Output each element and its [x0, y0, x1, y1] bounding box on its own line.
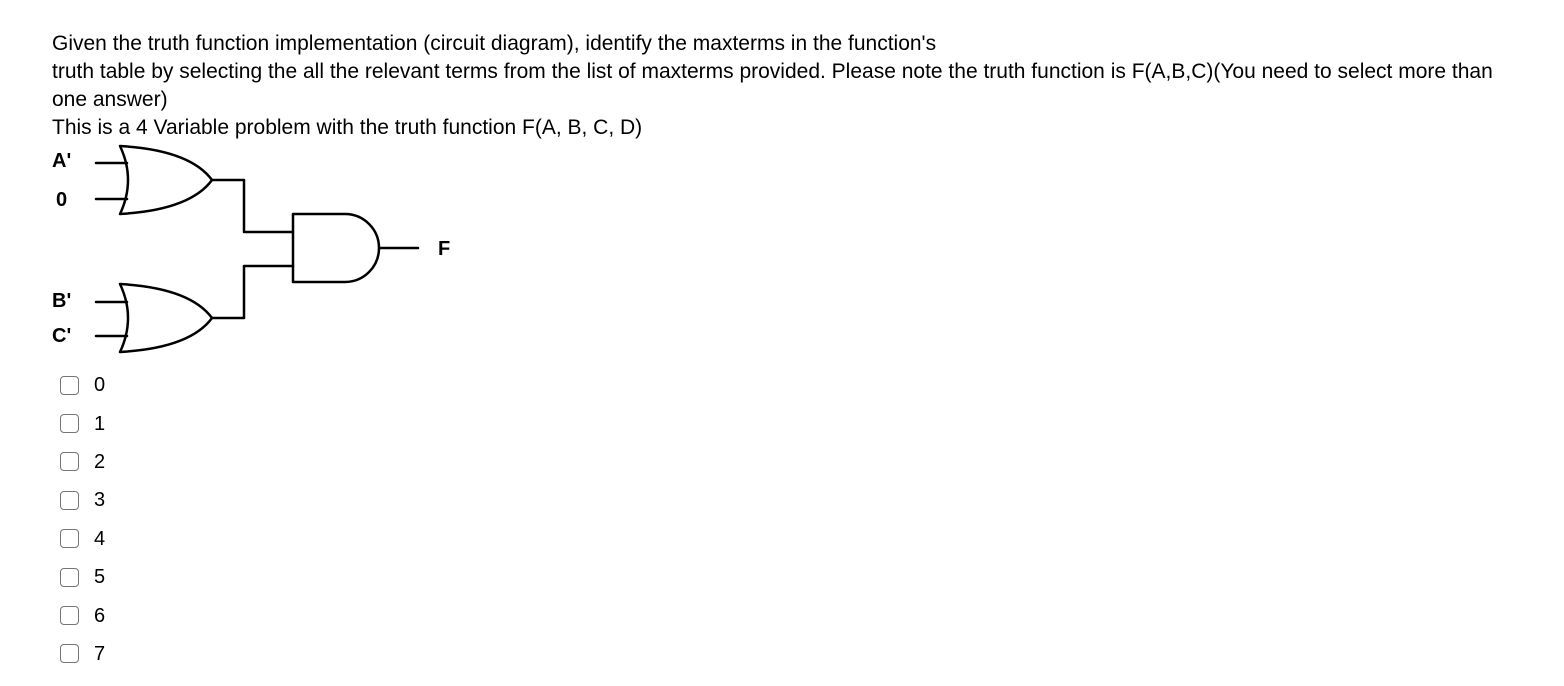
input-label-a-prime: A' — [52, 150, 72, 172]
option-4-checkbox[interactable] — [60, 529, 79, 548]
question-text — [52, 30, 1522, 142]
option-1-label: 1 — [94, 412, 106, 435]
input-label-c-prime: C' — [52, 325, 72, 347]
input-label-zero: 0 — [56, 189, 68, 211]
option-5[interactable] — [60, 558, 105, 596]
option-5-label: 5 — [94, 566, 106, 589]
and-gate — [293, 214, 379, 282]
question-line-3: This is a 4 Variable problem with the truth function F(A, B, C, D) — [52, 116, 643, 139]
option-0[interactable] — [60, 366, 105, 404]
option-0-checkbox[interactable] — [60, 376, 79, 395]
option-7-label: 7 — [94, 642, 106, 665]
or-gate-top — [120, 146, 212, 214]
wire-bottom-out — [212, 266, 293, 318]
option-7[interactable] — [60, 635, 105, 673]
or-gate-bottom — [120, 284, 212, 352]
option-0-label: 0 — [94, 374, 106, 397]
option-2-label: 2 — [94, 450, 106, 473]
option-6-checkbox[interactable] — [60, 606, 79, 625]
output-label-f: F — [438, 238, 451, 260]
option-3-label: 3 — [94, 489, 106, 512]
option-4-label: 4 — [94, 527, 106, 550]
wire-top-out — [212, 180, 293, 232]
question-line-1: Given the truth function implementation (circuit diagram), identify the maxterms in the function's — [52, 32, 937, 55]
maxterm-options — [60, 366, 105, 673]
option-2[interactable] — [60, 443, 105, 481]
option-3-checkbox[interactable] — [60, 491, 79, 510]
option-7-checkbox[interactable] — [60, 644, 79, 663]
option-1[interactable] — [60, 404, 105, 442]
option-6[interactable] — [60, 596, 105, 634]
option-1-checkbox[interactable] — [60, 414, 79, 433]
option-4[interactable] — [60, 520, 105, 558]
option-3[interactable] — [60, 481, 105, 519]
option-2-checkbox[interactable] — [60, 452, 79, 471]
option-5-checkbox[interactable] — [60, 568, 79, 587]
input-label-b-prime: B' — [52, 290, 72, 312]
option-6-label: 6 — [94, 604, 106, 627]
circuit-diagram — [40, 140, 480, 360]
question-line-2: truth table by selecting the all the relevant terms from the list of maxterms provided. Please note the truth function is F(A,B,C)(You need to select more than one answer) — [52, 60, 1493, 111]
